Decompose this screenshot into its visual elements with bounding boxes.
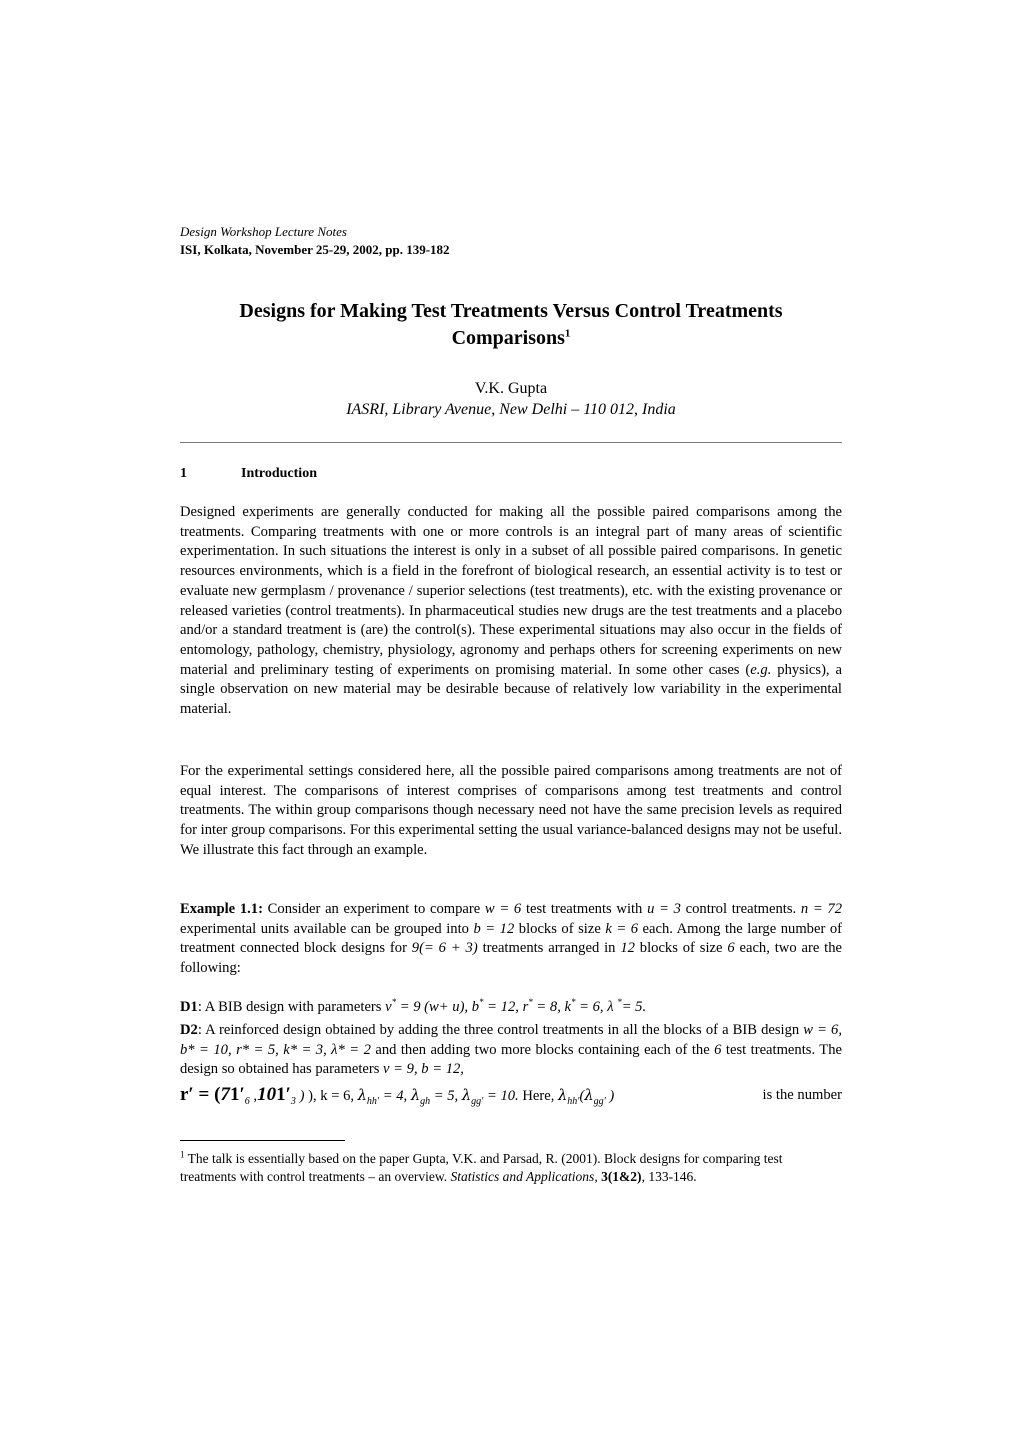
example-label: Example 1.1: bbox=[180, 901, 263, 917]
design-d1: D1: A BIB design with parameters v* = 9 (w+ u), b* = 12, r* = 8, k* = 6, λ *= 5. bbox=[180, 997, 647, 1015]
example-1-1: Example 1.1: Consider an experiment to compare w = 6 test treatments with u = 3 control treatments. n = 72 experimental units available can be grouped into b = 12 blocks of size k = 6 each. Among the large number of treatment connected block designs for 9(= 6 + 3) treatments arranged in 12 blocks of size 6 each, two are the following: bbox=[180, 901, 843, 977]
footnote: $^1$ The talk is essentially based on the paper Gupta, V.K. and Parsad, R. (2001). Block designs for comparing test treatments with control treatments – an overview. Statistics and Applications, 3(1&2), 133-146. bbox=[180, 1149, 783, 1184]
footnote-mark: 1 bbox=[180, 1149, 185, 1160]
design-d2: D2: A reinforced design obtained by adding the three control treatments in all the blocks of a BIB design w = 6, b* = 10, r* = 5, k* = 3, λ* = 2 and then adding two more blocks containing each of the 6 test treatments. The design so obtained has parameters v = 9, b = 12, bbox=[180, 1022, 842, 1078]
parameter-formula-line bbox=[180, 1082, 842, 1110]
paragraph-intro-2: For the experimental settings considered here, all the possible paired comparisons among treatments are not of equal interest. The comparisons of interest comprises of comparisons among test treatments and control treatments. The within group comparisons though necessary need not have the same precision levels as required for inter group comparisons. For this experimental setting the usual variance-balanced designs may not be useful. We illustrate this fact through an example. bbox=[180, 763, 842, 858]
section-heading bbox=[180, 466, 317, 482]
title-divider bbox=[180, 442, 842, 443]
footnote-divider bbox=[180, 1140, 345, 1141]
author-name: V.K. Gupta bbox=[474, 380, 548, 397]
design-d2-label: D2 bbox=[180, 1022, 198, 1038]
section-number: 1 bbox=[180, 466, 187, 481]
design-d1-label: D1 bbox=[180, 999, 198, 1015]
title-line-1: Designs for Making Test Treatments Versus Control Treatments bbox=[239, 300, 783, 322]
parameter-formula: $r' = (71'_6$ $,101'_3$ ) ), k = 6, $\lambda_{hh'} = 4$, $\lambda_{gh} = 5$, $\lambda_{gg'} = 10$. Here, $\lambda_{hh'}(\lambda_{gg'}$ ) bbox=[180, 1084, 615, 1107]
parameter-formula-tail: is the number bbox=[762, 1087, 842, 1103]
title-footnote-mark[interactable]: 1 bbox=[564, 327, 571, 340]
paper-title bbox=[180, 298, 842, 352]
title-line-2: Comparisons bbox=[451, 327, 565, 349]
series-header: Design Workshop Lecture Notes bbox=[180, 224, 347, 239]
paragraph-intro-1: Designed experiments are generally conducted for making all the possible paired comparisons among the treatments. Comparing treatments with one or more controls is an integral part of many areas of scientific experimentation. In such situations the interest is only in a subset of all possible paired comparisons. In genetic resources environments, which is a field in the forefront of biological research, an essential activity is to test or evaluate new germplasm / provenance / superior selections (test treatments), etc. with the existing provenance or released varieties (control treatments). In pharmaceutical studies new drugs are the test treatments and a placebo and/or a standard treatment is (are) the control(s). These experimental situations may also occur in the fields of entomology, pathology, chemistry, physiology, agronomy and perhaps others for screening experiments on new material and preliminary testing of experiments on promising material. In some other cases (e.g. physics), a single observation on new material may be desirable because of relatively low variability in the experimental material. bbox=[180, 504, 842, 718]
section-title: Introduction bbox=[241, 466, 317, 481]
author-affiliation: IASRI, Library Avenue, New Delhi – 110 012, India bbox=[346, 401, 676, 418]
venue-header: ISI, Kolkata, November 25-29, 2002, pp. 139-182 bbox=[180, 242, 450, 257]
